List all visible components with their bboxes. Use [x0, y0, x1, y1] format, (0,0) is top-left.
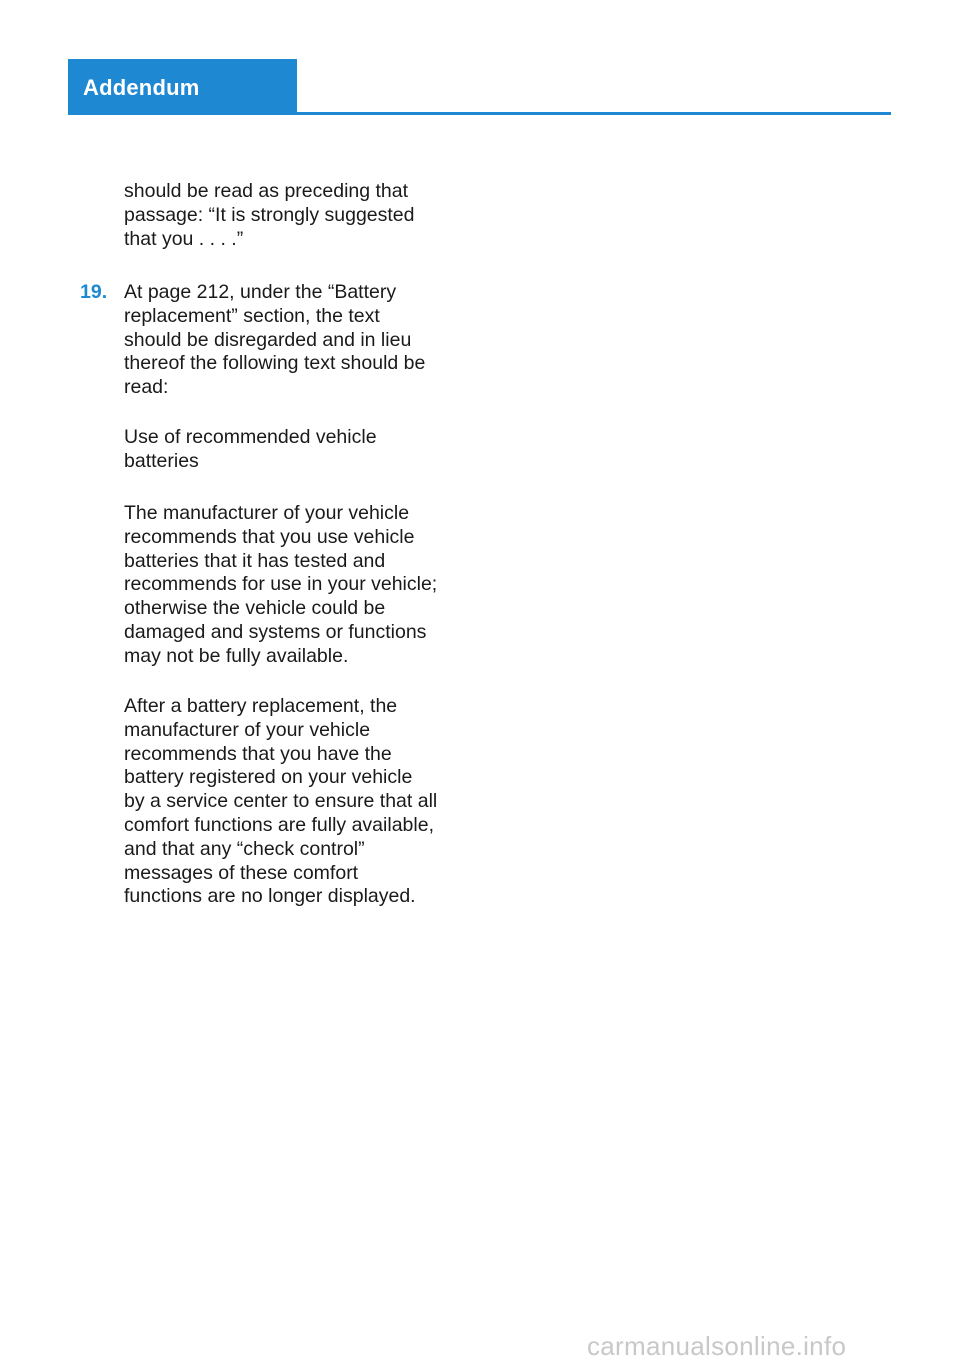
header-rule — [68, 112, 891, 115]
item-intro-paragraph: At page 212, under the “Battery replacement” section, the text should be disregarded and in lieu thereof the following text should be read: — [124, 281, 426, 399]
watermark-text: carmanualsonline.info — [587, 1331, 847, 1361]
section-title: Addendum — [83, 74, 200, 100]
continuation-paragraph: should be read as preceding that passage: “It is strongly suggested that you . . . .” — [124, 180, 415, 250]
section-header-tab — [68, 59, 297, 114]
item-paragraph-2: After a battery replacement, the manufacturer of your vehicle recommends that you have the battery registered on your vehicle by a service center to ensure that all comfort functions are fully available, and that any “check control” messages of these comfort functions are no longer displayed. — [124, 695, 438, 908]
item-number: 19. — [80, 281, 108, 303]
item-subheading: Use of recommended vehicle batteries — [124, 426, 377, 472]
item-paragraph-1: The manufacturer of your vehicle recommends that you use vehicle batteries that it has tested and recommends for use in your vehicle; otherwise the vehicle could be damaged and systems or functions may not be fully available. — [124, 502, 438, 667]
